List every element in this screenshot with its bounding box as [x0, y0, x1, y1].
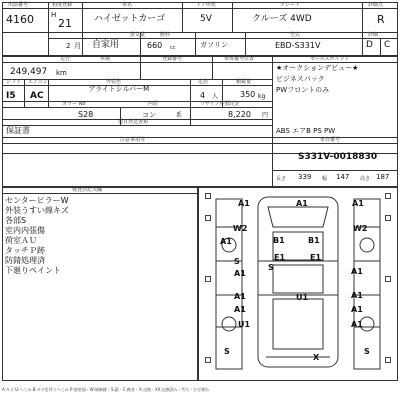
interior: コン	[142, 111, 156, 119]
lot-number: 4160	[6, 13, 34, 26]
diagram-checkbox[interactable]	[385, 357, 391, 363]
cc: 660	[147, 41, 163, 50]
doors: 5V	[200, 14, 212, 24]
damage-mark: A1	[296, 199, 308, 208]
car-name: ハイゼットカーゴ	[94, 14, 166, 24]
sales-point-1: ★オークションデビュー★	[276, 64, 359, 72]
mileage: 249,497	[10, 67, 48, 77]
documents: 保証書	[6, 126, 30, 135]
era: H	[51, 11, 57, 19]
damage-mark: S	[268, 263, 274, 272]
damage-mark: A1	[351, 320, 363, 329]
inspector-note-8: 下廻りペイント	[5, 266, 61, 275]
month-unit: 月	[74, 42, 81, 50]
label-eval: 評価	[368, 32, 379, 38]
damage-mark: E1	[310, 253, 322, 262]
year: 21	[58, 17, 72, 30]
damage-mark: B1	[273, 236, 285, 245]
grade: クルーズ 4WD	[252, 14, 312, 24]
diagram-checkbox[interactable]	[385, 193, 391, 199]
inspector-box	[2, 187, 198, 381]
shift: I5	[6, 91, 16, 101]
inspector-note-2: 外装うすい線キズ	[5, 206, 69, 215]
damage-mark: A1	[234, 292, 246, 301]
label-shift: シフト	[6, 79, 22, 85]
damage-mark: S	[234, 257, 240, 266]
label-chassis-pos: 車体番号位置	[224, 56, 255, 62]
length: 339	[298, 173, 312, 181]
label-score: 評価点	[368, 2, 384, 8]
damage-mark: W2	[353, 224, 368, 233]
label-interior: 内装	[148, 101, 159, 107]
label-inspection: 車検	[100, 56, 111, 62]
width: 147	[336, 173, 350, 181]
capacity: 4	[200, 91, 206, 100]
damage-mark: E1	[274, 253, 286, 262]
damage-mark: A1	[351, 291, 363, 300]
month: 2	[66, 42, 71, 50]
model: EBD-S331V	[275, 41, 321, 50]
damage-mark: A1	[234, 269, 246, 278]
label-recycle: リサイクル預託金	[200, 101, 240, 107]
equipment: ABS エアB PS PW	[276, 127, 336, 135]
label-notes: 注意事項等	[120, 137, 146, 143]
color: ブライトシルバーM	[88, 85, 150, 93]
cc-unit: cc	[170, 45, 176, 51]
label-car: 車名	[122, 2, 133, 8]
inspector-note-7: 防錆処理済	[5, 256, 45, 265]
label-registration: 登録番号	[162, 56, 183, 62]
fuel: ガソリン	[200, 41, 228, 49]
eval-interior: D	[366, 40, 373, 50]
usage: 自家用	[92, 40, 120, 50]
damage-mark: U1	[238, 320, 251, 329]
damage-mark: U1	[296, 293, 309, 302]
height: 187	[376, 173, 390, 181]
label-chassis: 車台番号	[320, 137, 341, 143]
diagram-checkbox[interactable]	[385, 215, 391, 221]
label-year: 初度登録	[52, 2, 73, 8]
score: R	[377, 13, 385, 26]
damage-mark: X	[313, 353, 320, 362]
damage-mark: A1	[351, 267, 363, 276]
chassis-number: S331V-0018830	[298, 152, 378, 162]
damage-mark: S	[224, 347, 230, 356]
inspector-note-4: 室内内張傷	[5, 226, 45, 235]
label-sales-points: セールスポイント	[310, 56, 350, 62]
damage-mark: A1	[351, 305, 363, 314]
label-cc: 排気量	[130, 32, 146, 38]
damage-mark: A1	[352, 199, 364, 208]
damage-mark: B1	[308, 236, 320, 245]
inspector-note-3: 各部S	[5, 216, 27, 225]
label-model: 型式	[290, 32, 301, 38]
label-ac: エアコン	[28, 79, 48, 85]
diagram-checkbox[interactable]	[205, 276, 211, 282]
label-fuel: 燃料	[160, 32, 171, 38]
label-lot-no: 出品番号	[8, 2, 29, 8]
damage-mark: W2	[233, 224, 248, 233]
diagram-checkbox[interactable]	[205, 357, 211, 363]
label-later-docs: 後日発送書類	[118, 119, 149, 125]
label-grade: グレード	[280, 2, 301, 8]
interior-unit: 系	[176, 112, 183, 119]
load: 350	[240, 90, 256, 99]
diagram-checkbox[interactable]	[205, 215, 211, 221]
label-color-no: カラー No	[62, 101, 86, 107]
damage-mark: A1	[220, 237, 232, 246]
label-load: 積載量	[236, 79, 252, 85]
load-unit: kg	[258, 93, 266, 100]
eval-exterior: C	[384, 40, 391, 50]
label-mileage: 走行	[60, 56, 71, 62]
sales-point-3: PWフロントのみ	[276, 86, 330, 94]
ac: AC	[30, 91, 44, 101]
footer-legend: A:キズ U:へこみ B:キズを伴うへこみ P:塗装面・W:補修跡・S:錆・C:腐食・X:交換・XX:交換済み・Y:穴・ひび割れ	[2, 387, 210, 392]
inspector-note-1: センターピラーW	[5, 196, 69, 205]
label-length: 長さ	[276, 176, 287, 182]
recycle: 8,220	[228, 110, 251, 119]
label-height: 高さ	[360, 176, 371, 182]
diagram-checkbox[interactable]	[205, 193, 211, 199]
label-inspector-report: 検査員記入欄	[72, 187, 103, 193]
damage-mark: S	[364, 347, 370, 356]
label-doors: ドア形状	[196, 2, 216, 8]
inspector-note-6: タッチＰ跡	[5, 246, 45, 255]
damage-mark: A1	[234, 305, 246, 314]
label-width: 幅	[322, 176, 328, 182]
mileage-unit: km	[56, 69, 67, 77]
color-no: S28	[78, 110, 94, 119]
inspector-note-5: 荷室ＡＵ	[5, 236, 37, 245]
label-color: 外装色	[106, 79, 122, 85]
damage-mark: A1	[238, 199, 250, 208]
sales-point-2: ビジネスパック	[276, 75, 325, 83]
recycle-unit: 円	[262, 112, 269, 119]
capacity-unit: 人	[212, 93, 219, 100]
label-capacity: 定員	[198, 79, 209, 85]
diagram-checkbox[interactable]	[385, 276, 391, 282]
